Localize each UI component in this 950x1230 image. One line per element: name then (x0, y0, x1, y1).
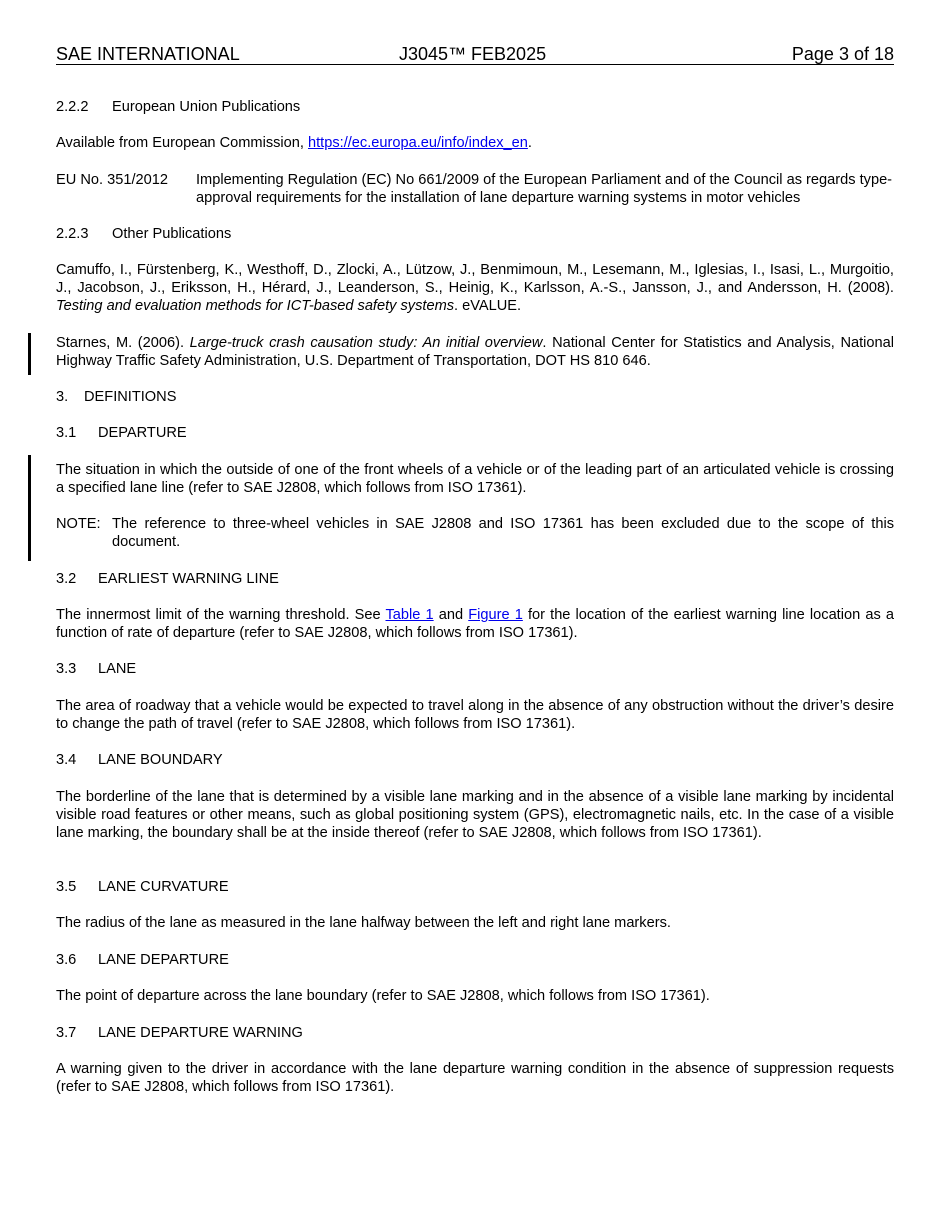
section-title: Other Publications (112, 226, 232, 242)
reference-starnes: Starnes, M. (2006). Large-truck crash causation study: An initial overview. National Center for Statistics and Analysis, National Highway Traffic Safety Administration, U.S. Department of Transportation, DOT HS 810 646. (56, 335, 895, 369)
definition-body: The situation in which the outside of one of the front wheels of a vehicle or of the leading part of an articulated vehicle is crossing a specified lane line (refer to SAE J2808, which follows from ISO 17361). (56, 462, 894, 496)
definition-body: The borderline of the lane that is determined by a visible lane marking and in the absence of a visible lane marking by incidental visible road features or other means, such as global positioning system (GPS), electromagnetic nails, etc. In the case of a visible lane marking, the boundary shall be at the inside thereof (refer to SAE J2808, which follows from ISO 17361). (56, 789, 894, 841)
section-heading-3-4 (56, 751, 223, 769)
definition-body: The innermost limit of the warning threshold. See Table 1 and Figure 1 for the location of the earliest warning line location as a function of rate of departure (refer to SAE J2808, which follows from ISO 17361). (56, 607, 894, 641)
section-number: 3.7 (56, 1025, 77, 1041)
reference-title: Testing and evaluation methods for ICT-based safety systems (56, 298, 455, 314)
section-number: 3.1 (56, 425, 77, 441)
section-heading-3-3 (56, 660, 136, 678)
figure-1-link[interactable]: Figure 1 (468, 607, 523, 623)
section-number: 3.5 (56, 879, 77, 895)
section-title: EARLIEST WARNING LINE (98, 571, 279, 587)
section-heading-3-6 (56, 951, 229, 969)
section-heading-3-5 (56, 878, 229, 896)
section-heading-2-2-2 (56, 98, 300, 116)
section-heading-3-7 (56, 1024, 303, 1042)
note-label: NOTE: (56, 516, 101, 532)
section-number: 3. (56, 389, 69, 405)
section-title: LANE CURVATURE (98, 879, 229, 895)
reference-label: EU No. 351/2012 (56, 172, 168, 188)
reference-title: Large-truck crash causation study: An initial overview (189, 335, 543, 351)
header-document-id: J3045™ FEB2025 (399, 44, 547, 64)
reference-camuffo: Camuffo, I., Fürstenberg, K., Westhoff, D., Zlocki, A., Lützow, J., Benmimoun, M., Lesemann, M., Iglesias, I., Isasi, L., Murgoitio, J., Jacobson, J., Eriksson, H., Hérard, J., Leanderson, S., Heinig, K., Karlsson, A.-S., Jansson, J., and Andersson, H. (2008). Testing and evaluation methods for ICT-based safety systems. eVALUE. (56, 262, 894, 314)
definition-body: The point of departure across the lane boundary (refer to SAE J2808, which follows from ISO 17361). (56, 988, 710, 1004)
section-title: LANE (98, 661, 137, 677)
section-title: European Union Publications (112, 99, 301, 115)
section-number: 3.4 (56, 752, 77, 768)
section-heading-3-2 (56, 570, 279, 588)
section-heading-3-1 (56, 424, 187, 442)
section-title: LANE DEPARTURE (98, 952, 229, 968)
eu-commission-link[interactable]: https://ec.europa.eu/info/index_en (308, 135, 528, 151)
section-number: 3.3 (56, 661, 77, 677)
eu-availability: Available from European Commission, https://ec.europa.eu/info/index_en. (56, 135, 532, 151)
section-title: DEFINITIONS (84, 389, 177, 405)
definition-body: A warning given to the driver in accordance with the lane departure warning condition in the absence of suppression requests (refer to SAE J2808, which follows from ISO 17361). (56, 1061, 894, 1095)
revision-bar (28, 455, 31, 561)
header-organization: SAE INTERNATIONAL (56, 44, 240, 64)
section-title: LANE BOUNDARY (98, 752, 223, 768)
table-1-link[interactable]: Table 1 (385, 607, 434, 623)
section-number: 3.6 (56, 952, 77, 968)
page-header (56, 44, 894, 65)
section-title: DEPARTURE (98, 425, 187, 441)
section-heading-3 (56, 388, 176, 406)
section-number: 2.2.3 (56, 226, 89, 242)
section-number: 3.2 (56, 571, 77, 587)
section-number: 2.2.2 (56, 99, 89, 115)
section-title: LANE DEPARTURE WARNING (98, 1025, 303, 1041)
revision-bar (28, 333, 31, 375)
reference-description: Implementing Regulation (EC) No 661/2009 of the European Parliament and of the Council as regards type-approval requirements for the installation of lane departure warning systems in motor vehicles (196, 172, 893, 206)
header-page-number: Page 3 of 18 (791, 44, 894, 64)
eu-availability-text: Available from European Commission, (56, 135, 308, 151)
definition-body: The area of roadway that a vehicle would be expected to travel along in the absence of any obstruction without the driver’s desire to change the path of travel (refer to SAE J2808, which follows from ISO 17361). (56, 698, 894, 732)
definition-body: The radius of the lane as measured in the lane halfway between the left and right lane markers. (56, 915, 671, 931)
note-text: The reference to three-wheel vehicles in SAE J2808 and ISO 17361 has been excluded due to the scope of this document. (112, 516, 894, 550)
section-heading-2-2-3 (56, 225, 231, 243)
